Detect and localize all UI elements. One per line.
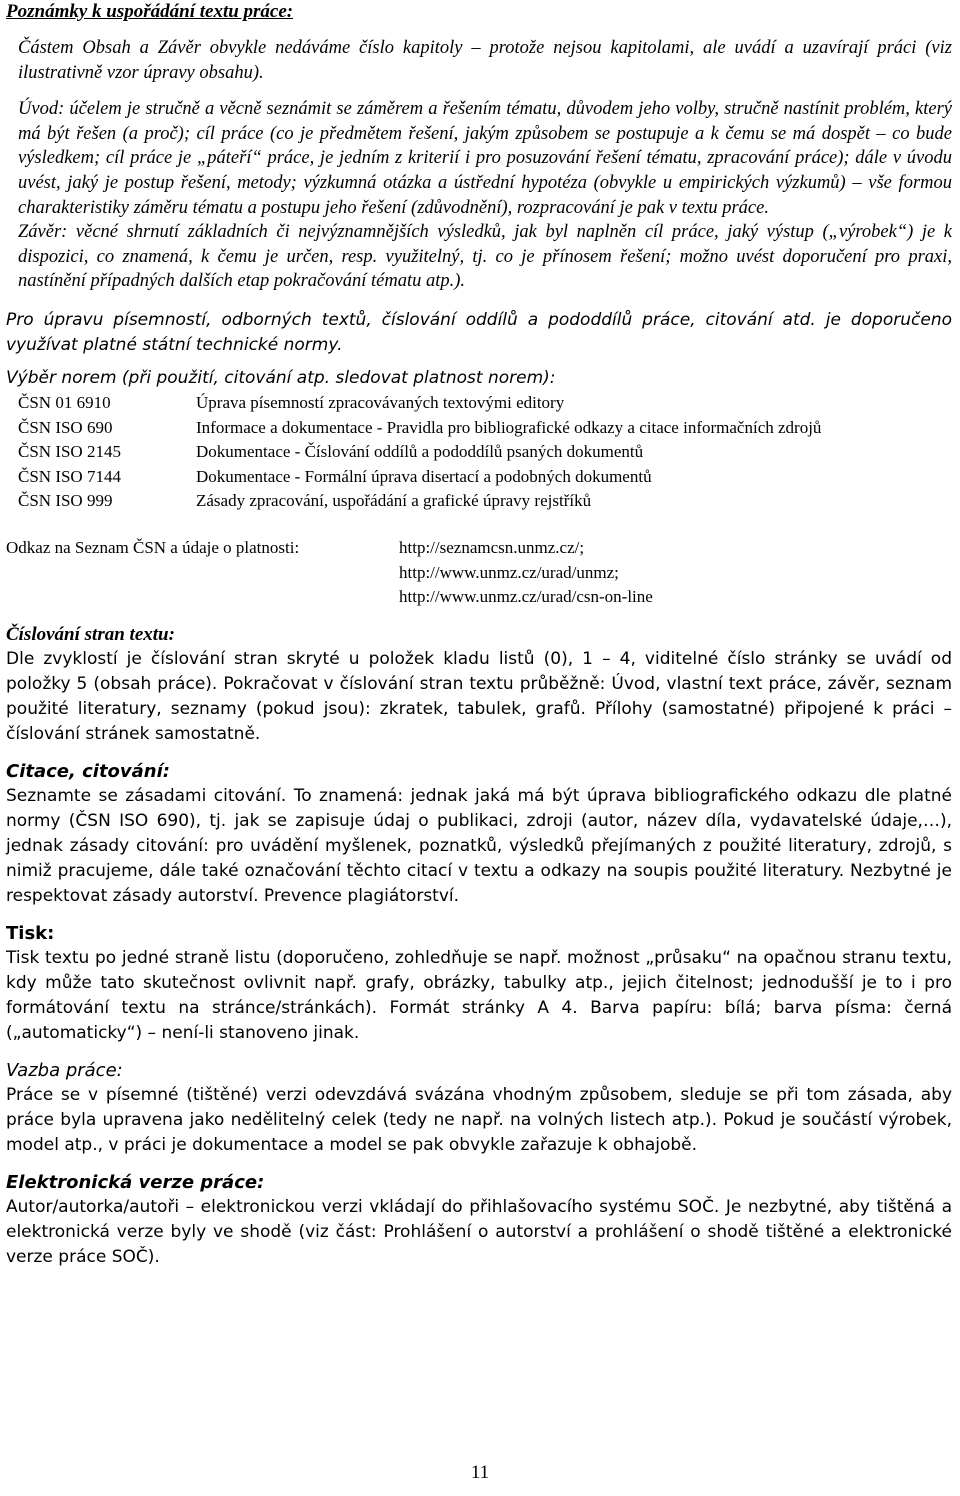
zaver-paragraph [6, 220, 952, 294]
norms-table [18, 391, 821, 514]
document-page [6, 0, 952, 1270]
norms-paragraph: Pro úpravu písemností, odborných textů, číslování oddílů a pododdílů práce, citování atd. je doporučeno využívat platné státní technické normy. [6, 309, 952, 355]
norm-title: Zásady zpracování, uspořádání a grafické úpravy rejstříků [196, 491, 592, 511]
table-row [18, 391, 821, 416]
links-list [399, 536, 653, 610]
page-number: 11 [470, 1462, 490, 1483]
norm-code: ČSN ISO 999 [18, 491, 113, 511]
zaver-text: věcné shrnutí základních či nejvýznamnějších výsledků, jak byl naplněn cíl práce, jaký výstup („výrobek“) je k dispozici, co znamená, k čemu je určen, resp. využitelný, tj. co je přínosem řešení; možno uvést doporučení pro praxi, nastínění případných dalších etap pokračování tématu atp.). [18, 222, 952, 292]
norm-code: ČSN ISO 690 [18, 417, 113, 437]
section-heading: Vazba práce: [6, 1059, 123, 1081]
links-label: Odkaz na Seznam ČSN a údaje o platnosti: [6, 537, 300, 557]
link-url[interactable]: http://www.unmz.cz/urad/unmz; [399, 562, 619, 582]
section-heading: Citace, citování: [6, 760, 170, 782]
link-url[interactable]: http://seznamcsn.unmz.cz/; [399, 537, 585, 557]
table-row [18, 440, 821, 465]
uvod-paragraph [6, 97, 952, 220]
norm-code: ČSN 01 6910 [18, 392, 111, 412]
uvod-text: účelem je stručně a věcně seznámit se záměrem a řešením tématu, důvodem jeho volby, stručně nastínit problém, který má být řešen (a proč); cíl práce (co je předmětem řešení, jakým způsobem se postupuje a k čemu se má dospět – co bude výsledkem; cíl práce je „páteří“ práce, je jedním z kriterií i pro posuzování řešení tématu, zpracování práce); dále v úvodu uvést, jaký je postup řešení, metody; výzkumná otázka a ústřední hypotéza (obvykle u empirických výzkumů) – vše formou charakteristiky záměru tématu a postupu jeho řešení (zdůvodnění), rozpracování je pak v textu práce. [18, 99, 953, 218]
table-row [18, 465, 821, 490]
norm-code: ČSN ISO 7144 [18, 466, 121, 486]
zaver-label: Závěr: [18, 222, 68, 243]
section-text: Autor/autorka/autoři – elektronickou verzi vkládají do přihlašovacího systému SOČ. Je nezbytné, aby tištěná a elektronická verze byly ve shodě (viz část: Prohlášení o autorství a prohlášení o shodě tištěné a elektronické verze práce SOČ). [6, 1196, 952, 1267]
links-block [6, 536, 952, 610]
section-text: Dle zvyklostí je číslování stran skryté u položek kladu listů (0), 1 – 4, viditelné číslo stránky se uvádí od položky 5 (obsah práce). Pokračovat v číslování stran textu průběžně: Úvod, vlastní text práce, závěr, seznam použité literatury, seznamy (pokud jsou): zkratek, tabulek, grafů. Přílohy (samostatné) připojené k práci – číslování stránek samostatně. [6, 648, 952, 744]
norm-title: Úprava písemností zpracovávaných textovými editory [196, 392, 565, 412]
section-heading: Číslování stran textu: [6, 623, 175, 645]
table-row [18, 489, 821, 514]
notes-intro: Částem Obsah a Závěr obvykle nedáváme číslo kapitoly – protože nejsou kapitolami, ale uvádí a uzavírají práci (viz ilustrativně vzor úpravy obsahu). [18, 38, 952, 83]
norm-title: Dokumentace - Číslování oddílů a pododdílů psaných dokumentů [196, 442, 644, 462]
section-heading: Tisk: [6, 922, 55, 944]
norm-title: Informace a dokumentace - Pravidla pro bibliografické odkazy a citace informačních zdrojů [196, 417, 822, 437]
notes-heading: Poznámky k uspořádání textu práce: [6, 1, 294, 22]
section-heading: Elektronická verze práce: [6, 1171, 265, 1193]
norm-code: ČSN ISO 2145 [18, 442, 121, 462]
norms-intro: Výběr norem (při použití, citování atp. sledovat platnost norem): [6, 367, 556, 388]
section-text: Tisk textu po jedné straně listu (doporučeno, zohledňuje se např. možnost „průsaku“ na opačnou stranu textu, kdy může tato skutečnost ovlivnit např. grafy, obrázky, tabulky atp., jejich čitelnost; jednodušší je to i pro formátování textu na stránce/stránkách). Formát stránky A 4. Barva papíru: bílá; barva písma: černá („automaticky“) – není-li stanoveno jinak. [6, 947, 952, 1043]
section-text: Seznamte se zásadami citování. To znamená: jednak jaká má být úprava bibliografického odkazu dle platné normy (ČSN ISO 690), tj. jak se zapisuje údaj o publikaci, zdroji (autor, název díla, vydavatelské údaje,…), jednak zásady citování: pro uvádění myšlenek, poznatků, výsledků přejímaných z použité literatury, zdrojů, s nimiž pracujeme, dále také označování těchto citací v textu a odkazy na soupis použité literatury. Nezbytné je respektovat zásady autorství. Prevence plagiátorství. [6, 785, 952, 906]
uvod-label: Úvod: [18, 99, 65, 120]
link-url[interactable]: http://www.unmz.cz/urad/csn-on-line [399, 587, 653, 607]
table-row [18, 416, 821, 441]
norm-title: Dokumentace - Formální úprava disertací a podobných dokumentů [196, 466, 652, 486]
section-text: Práce se v písemné (tištěné) verzi odevzdává svázána vhodným způsobem, sleduje se při tom zásada, aby práce byla upravena jako nedělitelný celek (tedy ne např. na volných listech atp.). Pokud je součástí výrobek, model atp., v práci je dokumentace a model se pak obvykle zařazuje k obhajobě. [6, 1084, 952, 1155]
